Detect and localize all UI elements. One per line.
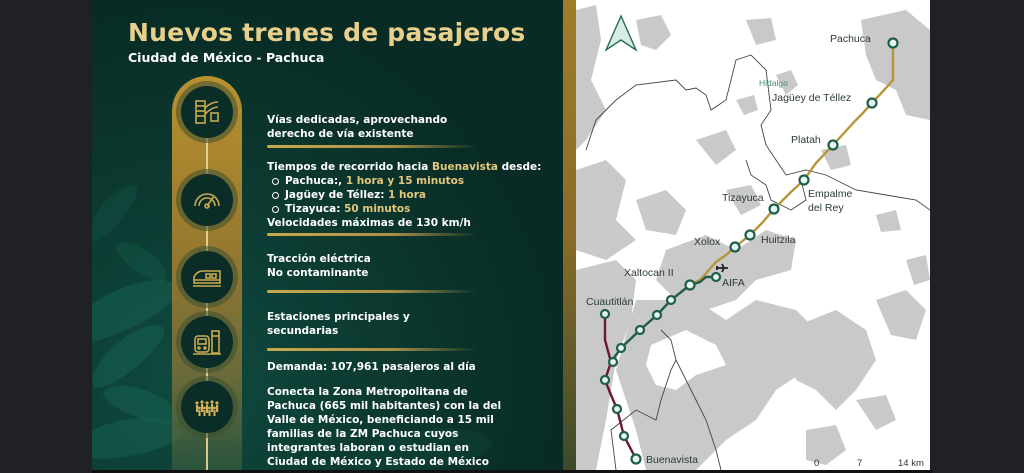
travel-time-item: Pachuca:, 1 hora y 15 minutos: [267, 174, 541, 188]
scale-label-14km: 14 km: [898, 458, 924, 469]
feature-text-line: Ciudad de México y Estado de México: [267, 456, 489, 468]
station-label-platah: Platah: [791, 134, 821, 146]
station-label-aifa: AIFA: [722, 277, 745, 289]
station-label-empalme: [808, 187, 852, 215]
travel-times-list: [267, 174, 541, 216]
feature-stations: [267, 310, 410, 338]
heading-prefix: Tiempos de recorrido hacia: [267, 161, 432, 173]
info-panel: [92, 0, 564, 470]
travel-time-item: Tizayuca: 50 minutos: [267, 202, 541, 216]
station-label-jaguey: Jagüey de Téllez: [772, 92, 852, 104]
feature-text-line: Tracción eléctrica: [267, 253, 371, 265]
railway-tracks-icon: [181, 86, 233, 138]
feature-text-line: Conecta la Zona Metropolitana de: [267, 386, 468, 398]
feature-travel-times: [267, 160, 541, 230]
demand-text: Demanda: 107,961 pasajeros al día: [267, 361, 476, 373]
feature-text-line: Pachuca (665 mil habitantes) con la del: [267, 400, 502, 412]
station-label-line: Empalme: [808, 188, 853, 200]
feature-dedicated-tracks: [267, 113, 447, 141]
feature-text-line: secundarias: [267, 325, 339, 337]
station-label-huitzila: Huitzila: [761, 234, 796, 246]
map-canvas: [576, 0, 930, 470]
icon-capsule: [172, 76, 242, 470]
feature-text-line: familias de la ZM Pachuca cuyos: [267, 428, 459, 440]
travel-time-item: Jagüey de Téllez: 1 hora: [267, 188, 541, 202]
feature-demand: [267, 360, 476, 374]
station-label-buenavista: Buenavista: [646, 454, 698, 466]
speedometer-icon: [181, 174, 233, 226]
section-divider: [267, 290, 477, 293]
station-label-cuautitlan: Cuautitlán: [586, 296, 634, 308]
feature-text-line: Valle de México, beneficiando a 15 mil: [267, 414, 494, 426]
feature-electric-traction: [267, 252, 371, 280]
station-label-xaltocan: Xaltocan II: [624, 267, 674, 279]
travel-times-heading: [267, 160, 541, 174]
max-speed-text: Velocidades máximas de 130 km/h: [267, 217, 471, 229]
heading-suffix: desde:: [497, 161, 542, 173]
station-label-line: del Rey: [808, 202, 844, 214]
scale-label-7: 7: [857, 458, 863, 469]
train-station-icon: [181, 316, 233, 368]
decorative-leaf: [111, 235, 173, 287]
heading-highlight: Buenavista: [431, 161, 498, 173]
feature-connectivity: [267, 385, 501, 469]
section-divider: [267, 145, 477, 148]
people-crowd-icon: [181, 381, 233, 433]
feature-text-line: derecho de vía existente: [267, 128, 414, 140]
station-label-xolox: Xolox: [694, 236, 721, 248]
gold-divider-band: [563, 0, 576, 470]
route-map: [576, 0, 930, 470]
decorative-leaf: [92, 177, 144, 246]
north-arrow-icon: [606, 16, 636, 50]
feature-text-line: Vías dedicadas, aprovechando: [267, 114, 448, 126]
scale-label-0: 0: [814, 458, 820, 469]
section-divider: [267, 348, 477, 351]
feature-text-line: No contaminante: [267, 267, 369, 279]
feature-text-line: Estaciones principales y: [267, 311, 410, 323]
state-label-hidalgo: Hidalgo: [759, 78, 788, 88]
station-label-tizayuca: Tizayuca: [722, 192, 764, 204]
page-title: Nuevos trenes de pasajeros: [128, 18, 526, 47]
page-subtitle: Ciudad de México - Pachuca: [128, 50, 325, 65]
section-divider: [267, 233, 477, 236]
feature-text-line: integrantes laboran o estudian en: [267, 442, 469, 454]
electric-train-icon: [181, 251, 233, 303]
station-label-pachuca: Pachuca: [830, 33, 871, 45]
